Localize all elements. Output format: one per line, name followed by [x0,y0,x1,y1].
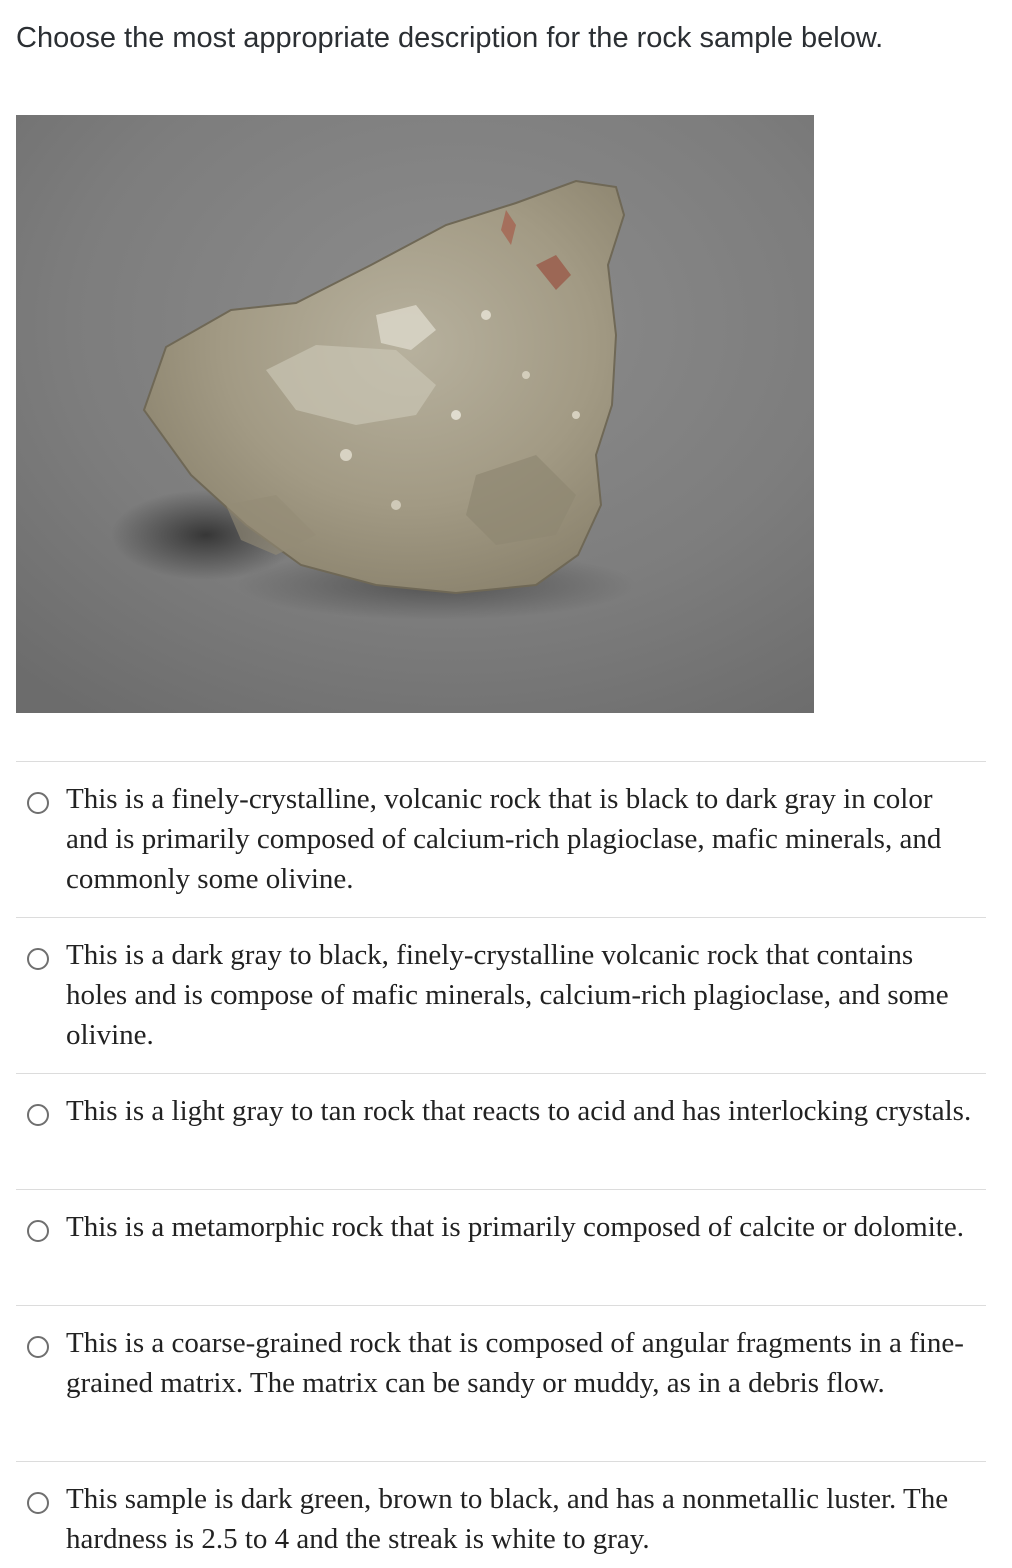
radio-button[interactable] [27,792,49,814]
radio-button[interactable] [27,1220,49,1242]
radio-button[interactable] [27,948,49,970]
answer-option[interactable] [16,1305,986,1461]
radio-button[interactable] [27,1336,49,1358]
answer-option[interactable] [16,917,986,1073]
answer-option[interactable] [16,1073,986,1189]
option-label: This is a metamorphic rock that is primarily composed of calcite or dolomite. [66,1211,964,1243]
rock-sample-photo [16,115,814,713]
radio-button[interactable] [27,1104,49,1126]
option-label: This is a dark gray to black, finely-crystalline volcanic rock that contains holes and is compose of mafic minerals, calcium-rich plagioclase, and some olivine. [66,939,949,1051]
answer-option[interactable] [16,1461,986,1567]
answer-options [16,761,986,1567]
option-label: This is a coarse-grained rock that is composed of angular fragments in a fine-grained matrix. The matrix can be sandy or muddy, as in a debris flow. [66,1327,964,1399]
option-label: This sample is dark green, brown to black, and has a nonmetallic luster. The hardness is 2.5 to 4 and the streak is white to gray. [66,1483,949,1555]
answer-option[interactable] [16,1189,986,1305]
answer-option[interactable] [16,761,986,917]
option-label: This is a light gray to tan rock that reacts to acid and has interlocking crystals. [66,1095,972,1127]
option-label: This is a finely-crystalline, volcanic rock that is black to dark gray in color and is primarily composed of calcium-rich plagioclase, mafic minerals, and commonly some olivine. [66,783,942,895]
radio-button[interactable] [27,1492,49,1514]
question-prompt: Choose the most appropriate description for the rock sample below. [16,22,884,54]
